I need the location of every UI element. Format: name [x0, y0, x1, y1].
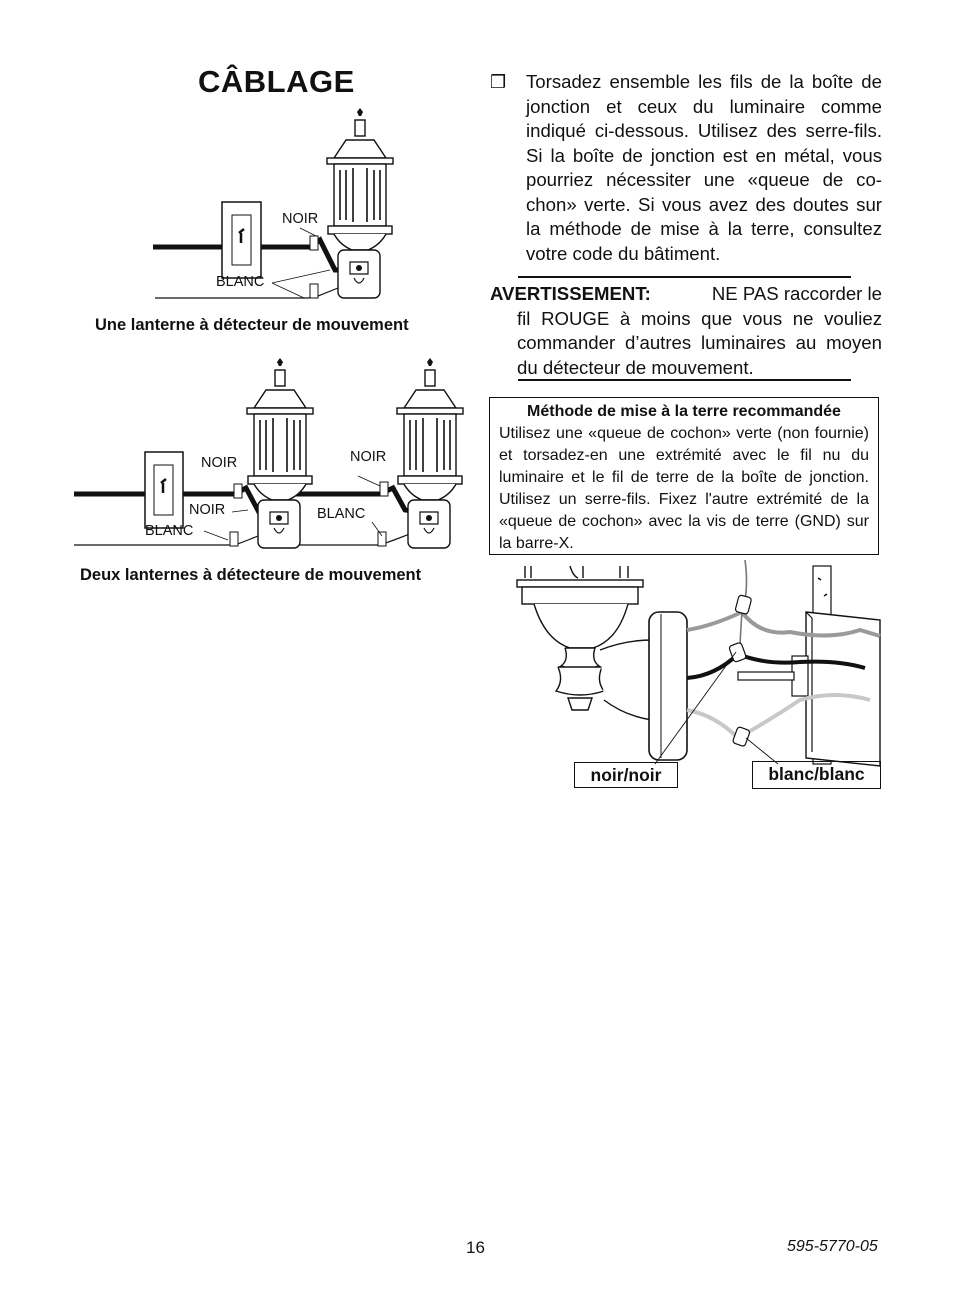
label-noir: NOIR	[201, 455, 238, 471]
page-number: 16	[466, 1238, 485, 1257]
instructions-text: Torsadez ensemble les fils de la boîte de jonction et ceux du luminaire comme indiqué ci-dessous. Utilisez des serre-fils. Si la boîte de jonction est en métal, vous pourriez nécessiter une «queue de co-chon» verte. Si vous avez des doutes sur la méthode de mise à la terre, consultez votre code du bâtiment.	[526, 71, 882, 264]
diagram2-caption: Deux lanternes à détecteure de mouvement	[80, 566, 422, 584]
wire-nut-icon	[735, 595, 752, 615]
checkbox-bullet-icon: ❒	[490, 72, 507, 92]
page-title: CÂBLAGE	[198, 64, 355, 99]
grounding-text: Utilisez une «queue de cochon» verte (non fournie) et torsadez-en une extrémité avec le fil nu du luminaire et le fil de terre de la boîte de jonction. Utilisez un serre-fils. Fixez l'autre extrémité de la «queue de cochon» avec la vis de terre (GND) sur la barre-X.	[499, 425, 869, 552]
label-white-connection: blanc/blanc	[752, 761, 881, 789]
document-code: 595-5770-05	[787, 1238, 878, 1255]
label-black-connection: noir/noir	[574, 762, 678, 788]
label-blanc: BLANC	[145, 523, 194, 539]
warning-label: AVERTISSEMENT:	[490, 283, 651, 304]
label-blanc: BLANC	[317, 506, 366, 522]
fixture-icon	[517, 566, 687, 760]
label-blanc: BLANC	[216, 274, 265, 290]
grounding-heading: Méthode de mise à la terre recommandée	[527, 403, 841, 420]
diagram1-caption: Une lanterne à détecteur de mouvement	[95, 316, 409, 334]
label-noir: NOIR	[350, 449, 387, 465]
label-noir: NOIR	[189, 502, 226, 518]
wire-nut-icon	[732, 726, 750, 746]
warning-lead: NE PAS raccorder le	[711, 283, 882, 304]
label-noir: NOIR	[282, 211, 319, 227]
warning-body: fil ROUGE à moins que vous ne vouliez commander d’autres luminaires au moyen du détecteur de mouvement.	[517, 307, 882, 378]
